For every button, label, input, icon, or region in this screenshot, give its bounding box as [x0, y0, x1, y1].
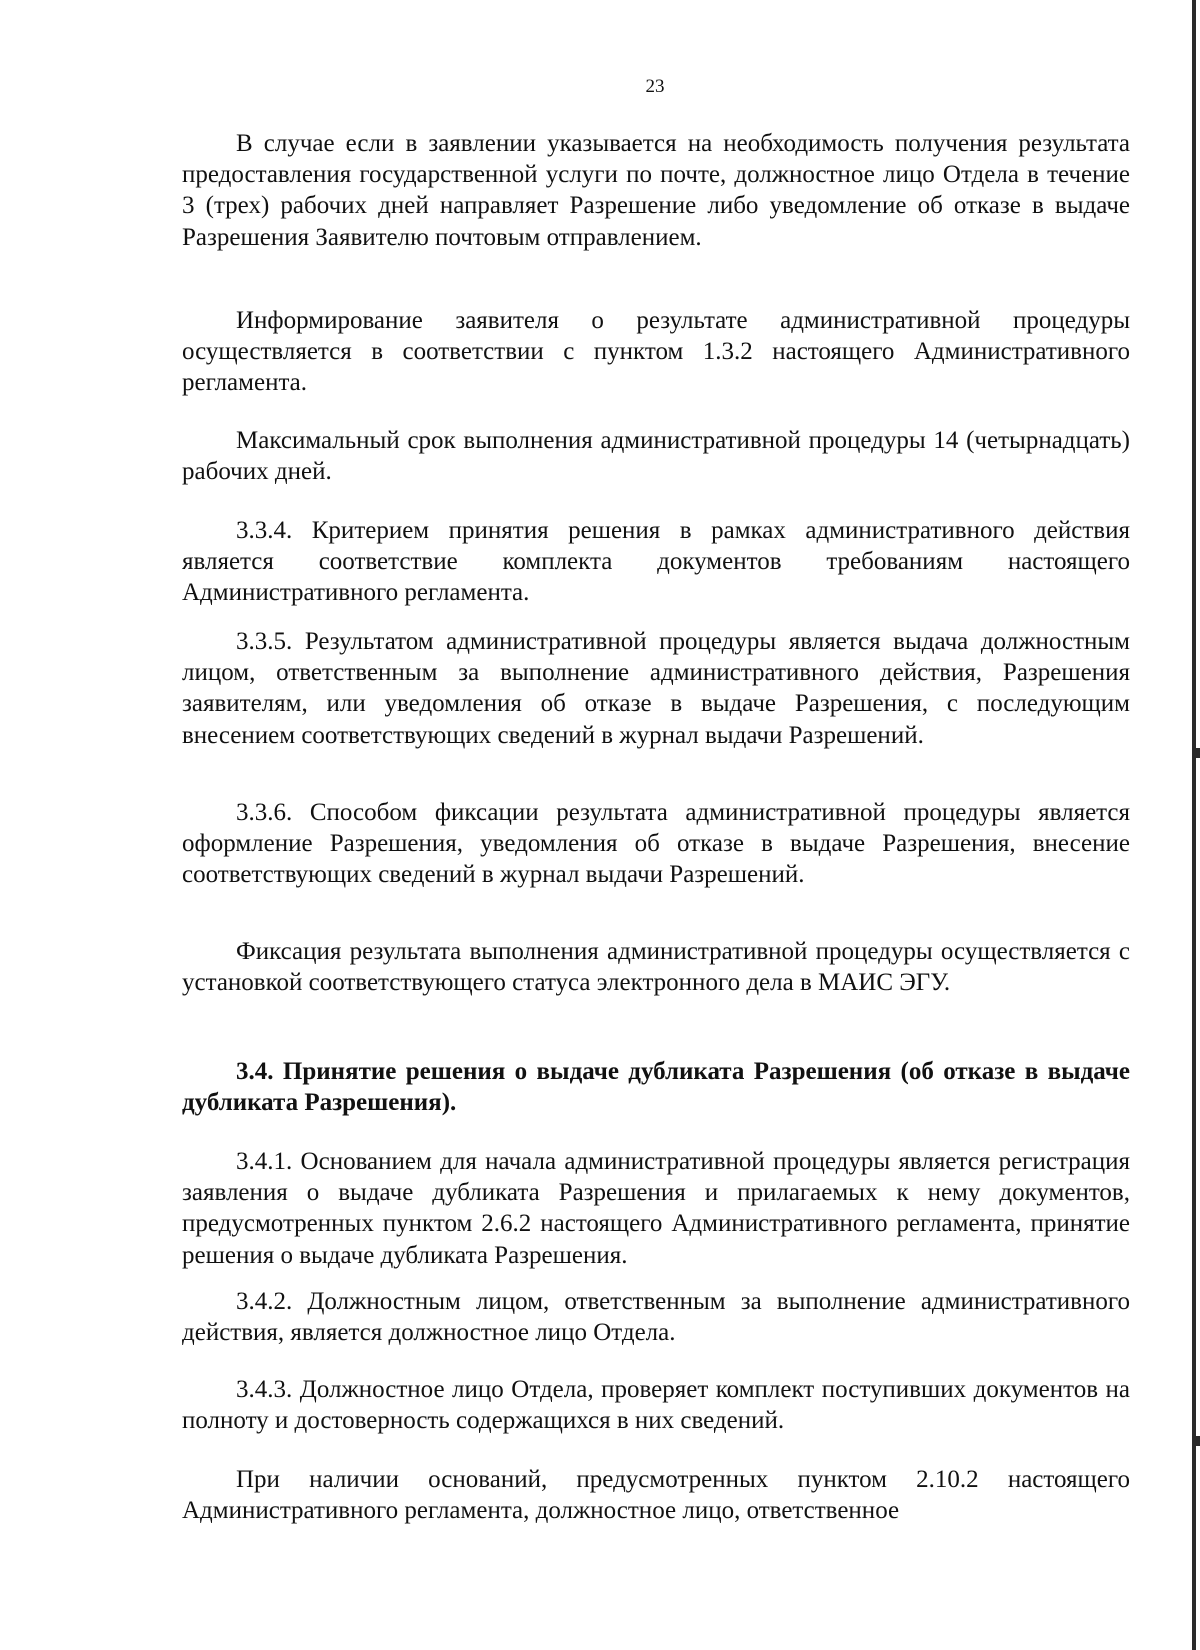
- scan-edge-line: [1192, 0, 1196, 1650]
- paragraph-mail-delivery: В случае если в заявлении указывается на необходимость получения результата предоставления государственной услуги по почте, должностное лицо Отдела в течение 3 (трех) рабочих дней направляет Разрешение либо уведомление об отказе в выдаче Разрешения Заявителю почтовым отправлением.: [182, 130, 1130, 251]
- paragraph-3-3-5: 3.3.5. Результатом административной процедуры является выдача должностным лицом, ответственным за выполнение административного действия, Разрешения заявителям, или уведомления об отказе в выдаче Разрешения, с последующим внесением соответствующих сведений в журнал выдачи Разрешений.: [182, 628, 1130, 749]
- section-heading-3-4: 3.4. Принятие решения о выдаче дубликата Разрешения (об отказе в выдаче дубликата Разрешения).: [182, 1058, 1130, 1117]
- page-number: 23: [645, 76, 665, 97]
- paragraph-informing: Информирование заявителя о результате административной процедуры осуществляется в соответствии с пунктом 1.3.2 настоящего Административного регламента.: [182, 307, 1130, 397]
- paragraph-3-3-6: 3.3.6. Способом фиксации результата административной процедуры является оформление Разрешения, уведомления об отказе в выдаче Разрешения, внесение соответствующих сведений в журнал выдачи Разрешений.: [182, 799, 1130, 889]
- paragraph-3-4-2: 3.4.2. Должностным лицом, ответственным за выполнение административного действия, является должностное лицо Отдела.: [182, 1288, 1130, 1347]
- scan-edge-mark: [1196, 748, 1200, 758]
- paragraph-fixation: Фиксация результата выполнения административной процедуры осуществляется с установкой соответствующего статуса электронного дела в МАИС ЭГУ.: [182, 938, 1130, 997]
- paragraph-3-4-3: 3.4.3. Должностное лицо Отдела, проверяет комплект поступивших документов на полноту и достоверность содержащихся в них сведений.: [182, 1376, 1130, 1435]
- scan-edge-mark: [1196, 1436, 1200, 1446]
- paragraph-3-4-1: 3.4.1. Основанием для начала административной процедуры является регистрация заявления о выдаче дубликата Разрешения и прилагаемых к нему документов, предусмотренных пунктом 2.6.2 настоящего Административного регламента, принятие решения о выдаче дубликата Разрешения.: [182, 1148, 1130, 1269]
- paragraph-max-term: Максимальный срок выполнения административной процедуры 14 (четырнадцать) рабочих дней.: [182, 427, 1130, 486]
- paragraph-grounds: При наличии оснований, предусмотренных пунктом 2.10.2 настоящего Административного регламента, должностное лицо, ответственное: [182, 1466, 1130, 1525]
- paragraph-3-3-4: 3.3.4. Критерием принятия решения в рамках административного действия является соответствие комплекта документов требованиям настоящего Административного регламента.: [182, 517, 1130, 607]
